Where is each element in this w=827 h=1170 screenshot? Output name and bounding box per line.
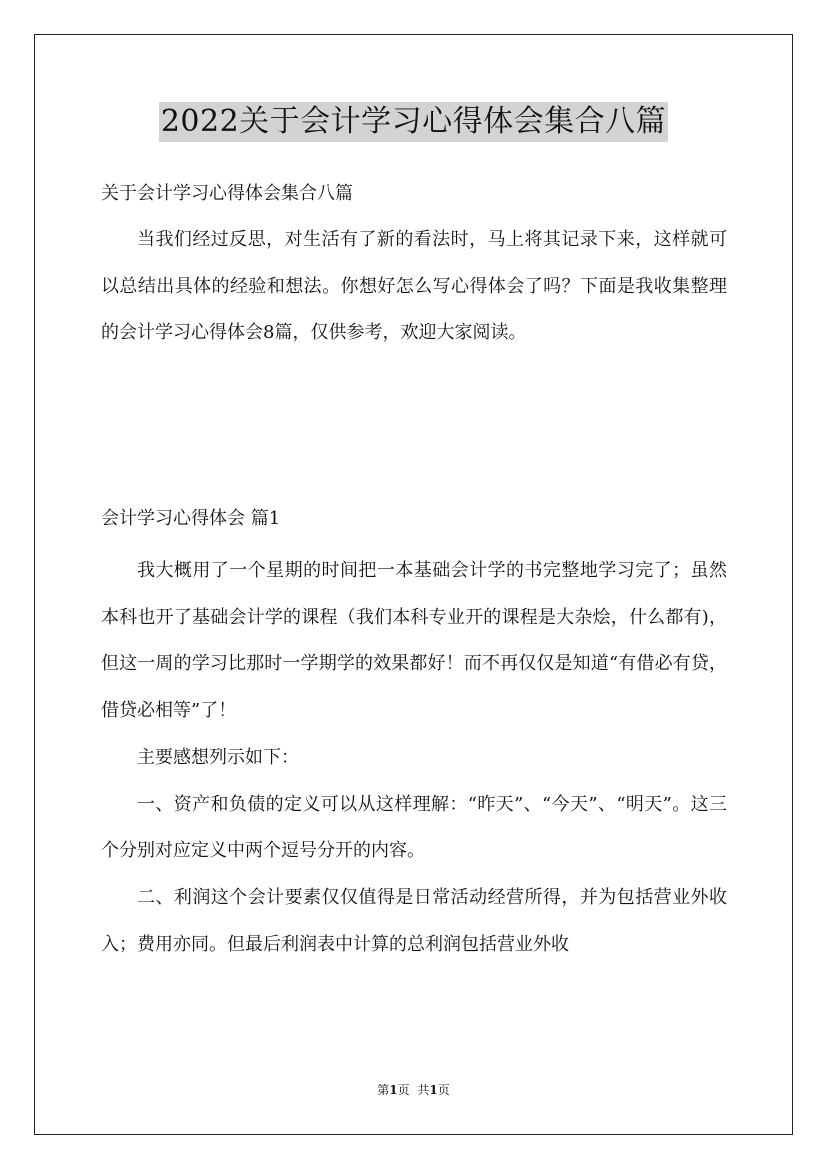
footer-total-prefix: 共 bbox=[417, 1083, 430, 1097]
intro-block bbox=[101, 217, 727, 357]
page-footer bbox=[0, 1082, 827, 1098]
document-subtitle: 关于会计学习心得体会集合八篇 bbox=[101, 183, 353, 204]
footer-page-total: 1 bbox=[429, 1083, 438, 1097]
body-paragraph: 我大概用了一个星期的时间把一本基础会计学的书完整地学习完了；虽然本科也开了基础会计学的课程（我们本科专业开的课程是大杂烩，什么都有)，但这一周的学习比那时一学期学的效果都好！而不再仅仅是知道“有借必有贷，借贷必相等”了！ bbox=[101, 560, 727, 722]
footer-page-suffix: 页 bbox=[397, 1083, 410, 1097]
footer-total-suffix: 页 bbox=[437, 1083, 450, 1097]
body-paragraph: 二、利润这个会计要素仅仅值得是日常活动经营所得，并为包括营业外收入；费用亦同。但最后利润表中计算的总利润包括营业外收 bbox=[101, 886, 727, 955]
body-text bbox=[101, 548, 727, 968]
section-heading: 会计学习心得体会 篇1 bbox=[101, 508, 281, 529]
body-paragraph: 主要感想列示如下： bbox=[137, 746, 299, 768]
body-paragraph: 一、资产和负债的定义可以从这样理解：“昨天”、“今天”、“明天”。这三个分别对应定义中两个逗号分开的内容。 bbox=[101, 793, 727, 862]
footer-page-prefix: 第 bbox=[377, 1083, 390, 1097]
document-title-container bbox=[0, 101, 827, 142]
footer-page-current: 1 bbox=[389, 1083, 398, 1097]
intro-paragraph: 当我们经过反思，对生活有了新的看法时，马上将其记录下来，这样就可以总结出具体的经验和想法。你想好怎么写心得体会了吗？下面是我收集整理的会计学习心得体会8篇，仅供参考，欢迎大家阅读。 bbox=[101, 229, 727, 344]
document-title: 2022关于会计学习心得体会集合八篇 bbox=[159, 102, 668, 142]
